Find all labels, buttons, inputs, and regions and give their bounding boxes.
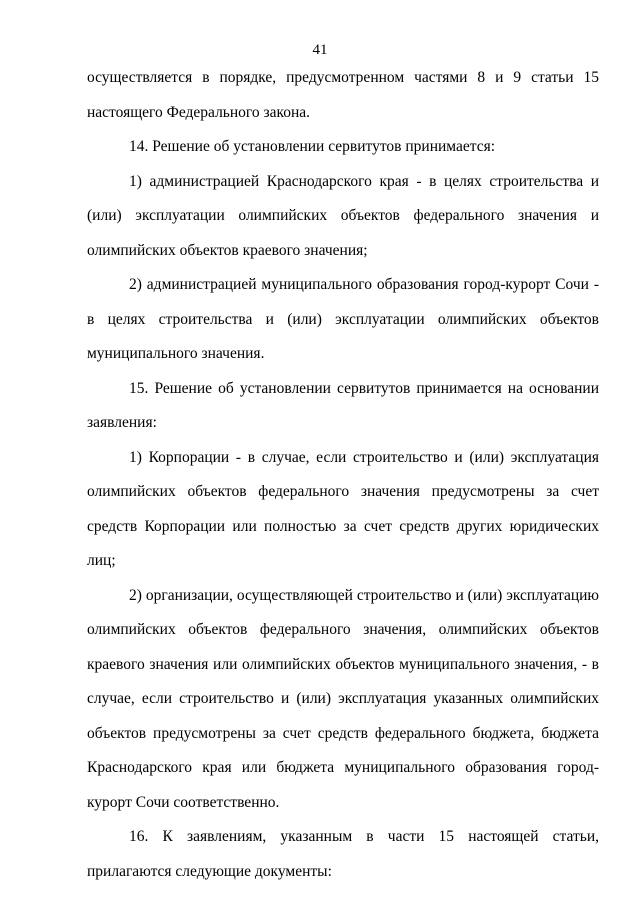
paragraph-15: 15. Решение об установлении сервитутов принимается на основании заявления: — [87, 379, 599, 431]
paragraph-15-item-2: 2) организации, осуществляющей строительство и (или) эксплуатацию олимпийских объектов федерального значения, олимпийских объектов краевого значения или олимпийских объектов муниципального значения, - в случае, если строительство и (или) эксплуатация указанных олимпийских объектов предусмотрены за счет средств федерального бюджета, бюджета Краснодарского края или бюджета муниципального образования город-курорт Сочи соответственно. — [87, 586, 599, 811]
page-number: 41 — [312, 42, 328, 58]
paragraph-14: 14. Решение об установлении сервитутов принимается: — [129, 138, 496, 155]
paragraph-16: 16. К заявлениям, указанным в части 15 настоящей статьи, прилагаются следующие документы: — [87, 828, 599, 880]
paragraph-15-item-1: 1) Корпорации - в случае, если строительство и (или) эксплуатация олимпийских объектов федерального значения предусмотрены за счет средств Корпорации или полностью за счет средств других юридических лиц; — [87, 448, 599, 569]
document-body — [87, 61, 599, 889]
paragraph-14-item-2: 2) администрацией муниципального образования город-курорт Сочи - в целях строительства и (или) эксплуатации олимпийских объектов муниципального значения. — [87, 276, 599, 362]
paragraph-continuation: осуществляется в порядке, предусмотренном частями 8 и 9 статьи 15 настоящего Федерального закона. — [87, 69, 599, 121]
paragraph-14-item-1: 1) администрацией Краснодарского края - в целях строительства и (или) эксплуатации олимпийских объектов федерального значения и олимпийских объектов краевого значения; — [87, 172, 599, 259]
